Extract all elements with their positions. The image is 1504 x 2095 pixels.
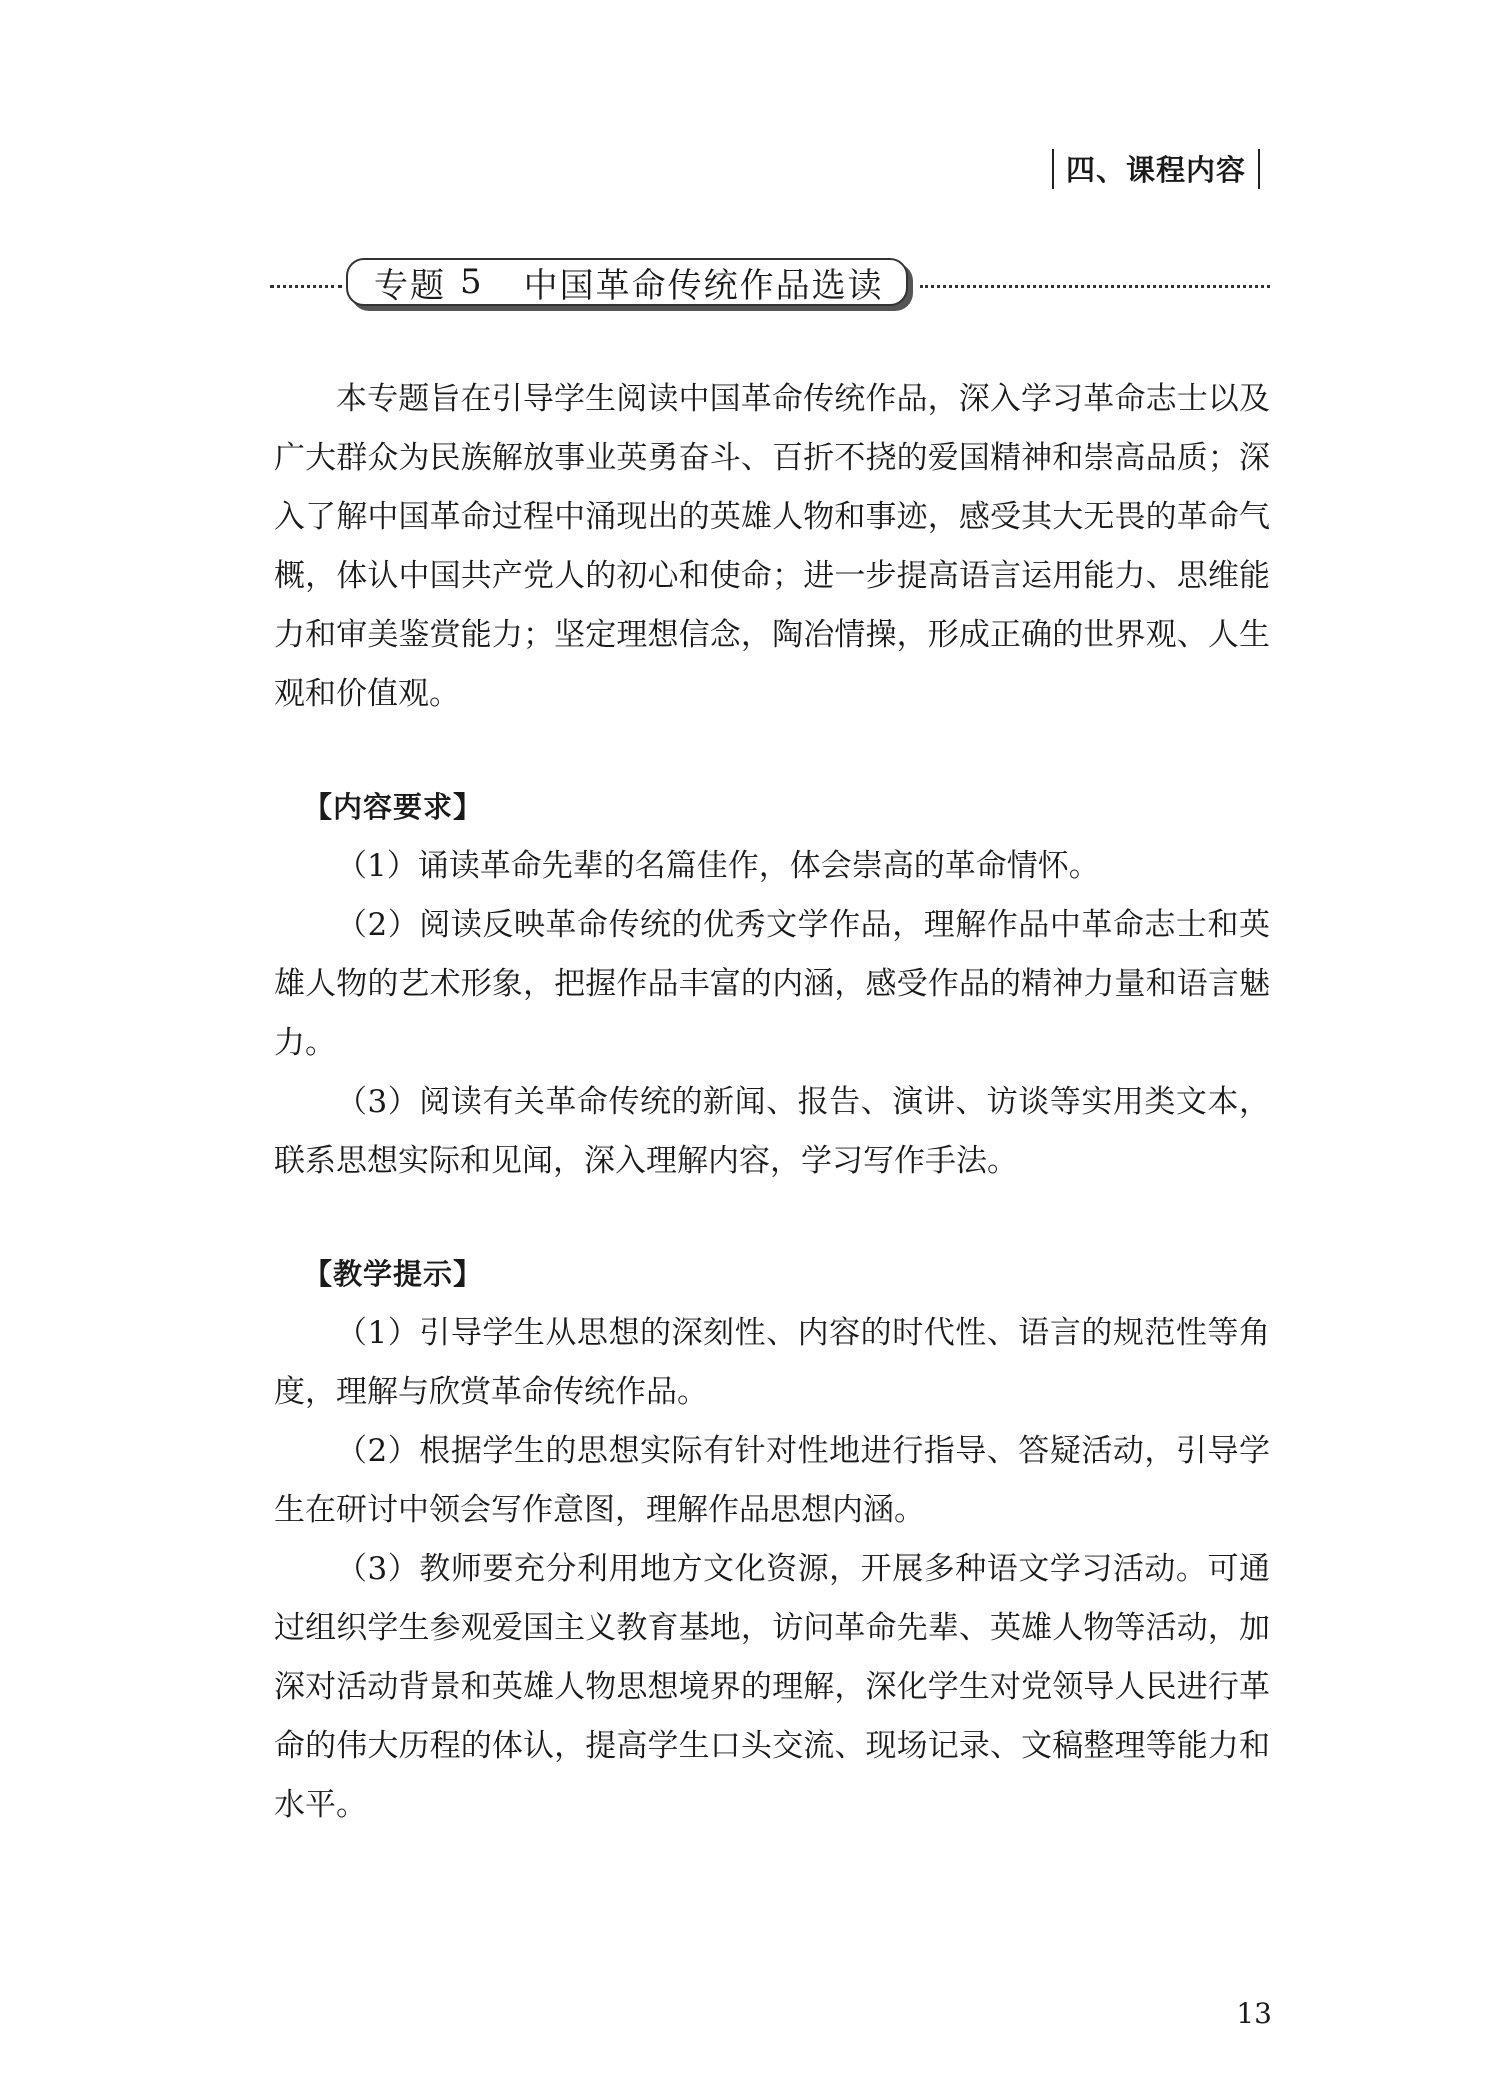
heading-dotted-rule-right [920, 285, 1270, 288]
topic-heading [270, 258, 1270, 312]
running-header [1040, 148, 1272, 189]
teaching-tip-item: （2）根据学生的思想实际有针对性地进行指导、答疑活动，引导学生在研讨中领会写作意图，理解作品思想内涵。 [274, 1433, 1270, 1528]
content-requirements-title: 【内容要求】 [303, 790, 484, 824]
topic-title-badge [346, 258, 908, 306]
running-header-title: 四、课程内容 [1065, 153, 1246, 187]
teaching-tip-item: （3）教师要充分利用地方文化资源，开展多种语文学习活动。可通过组织学生参观爱国主义教育基地，访问革命先辈、英雄人物等活动，加深对活动背景和英雄人物思想境界的理解，深化学生对党领导人民进行革命的伟大历程的体认，提高学生口头交流、现场记录、文稿整理等能力和水平。 [274, 1551, 1270, 1823]
topic-title: 中国革命传统作品选读 [523, 265, 884, 306]
page-number: 13 [1236, 1997, 1272, 2030]
page-body [274, 370, 1270, 1835]
teaching-tip-item: （1）引导学生从思想的深刻性、内容的时代性、语言的规范性等角度，理解与欣赏革命传统作品。 [274, 1315, 1270, 1410]
header-right-bar [1258, 149, 1260, 189]
heading-dotted-rule-left [270, 285, 342, 288]
content-requirement-item: （2）阅读反映革命传统的优秀文学作品，理解作品中革命志士和英雄人物的艺术形象，把握作品丰富的内涵，感受作品的精神力量和语言魅力。 [274, 907, 1270, 1061]
teaching-tips-title: 【教学提示】 [303, 1257, 484, 1291]
content-requirement-item: （3）阅读有关革命传统的新闻、报告、演讲、访谈等实用类文本，联系思想实际和见闻，深入理解内容，学习写作手法。 [274, 1084, 1270, 1179]
topic-label: 专题 [374, 265, 446, 306]
content-requirement-item: （1）诵读革命先辈的名篇佳作，体会崇高的革命情怀。 [336, 848, 1100, 884]
topic-number: 5 [460, 262, 484, 302]
header-left-bar [1052, 149, 1054, 189]
intro-paragraph: 本专题旨在引导学生阅读中国革命传统作品，深入学习革命志士以及广大群众为民族解放事业英勇奋斗、百折不挠的爱国精神和崇高品质；深入了解中国革命过程中涌现出的英雄人物和事迹，感受其大无畏的革命气概，体认中国共产党人的初心和使命；进一步提高语言运用能力、思维能力和审美鉴赏能力；坚定理想信念，陶冶情操，形成正确的世界观、人生观和价值观。 [274, 381, 1270, 712]
